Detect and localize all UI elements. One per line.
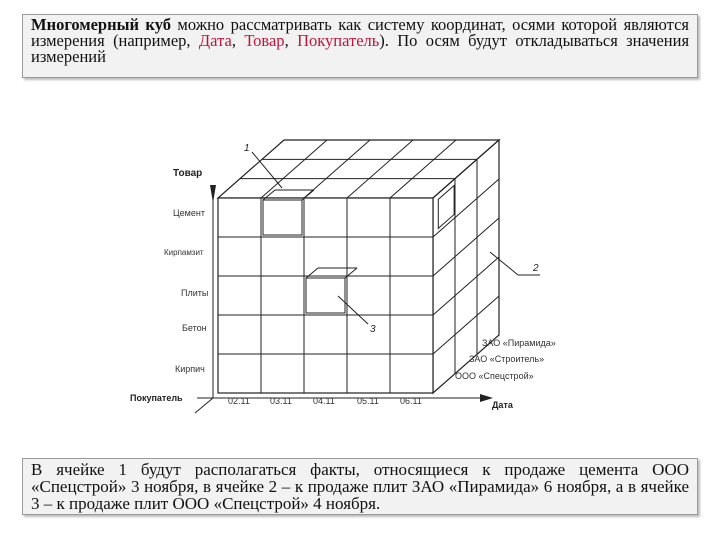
date-label: 02.11: [228, 396, 250, 406]
buyer-label: ООО «Спецстрой»: [455, 371, 534, 381]
date-label: 04.11: [313, 396, 335, 406]
product-label: Бетон: [182, 323, 207, 333]
product-label: Плиты: [181, 288, 209, 298]
product-label: Кирпич: [175, 364, 205, 374]
callout-2: 2: [533, 263, 539, 274]
term-buyer: Покупатель: [297, 31, 380, 50]
explanation-text-box: [22, 458, 698, 515]
axis-buyer-line: [195, 398, 213, 413]
date-label: 06.11: [400, 396, 422, 406]
callout-3: 3: [370, 324, 376, 335]
axis-label-buyer: Покупатель: [130, 393, 183, 403]
axis-label-product: Товар: [173, 168, 203, 179]
term-product: Товар: [244, 31, 285, 50]
term-date: Дата: [198, 31, 232, 50]
intro-sep-1: ,: [231, 31, 245, 50]
buyer-label: ЗАО «Строитель»: [469, 354, 545, 364]
product-label: Кирпамзит: [164, 248, 204, 257]
buyer-label: ЗАО «Пирамида»: [482, 338, 556, 348]
intro-sep-2: ,: [284, 31, 298, 50]
date-label: 05.11: [357, 396, 379, 406]
axis-label-date: Дата: [492, 400, 513, 410]
explanation-text: В ячейке 1 будут располагаться факты, относящиеся к продаже цемента ООО «Спецстрой» 3 ноября, в ячейке 2 – к продаже плит ЗАО «Пирамида» 6 ноября, а в ячейке 3 – к продаже плит ООО «Спецстрой» 4 ноября.: [31, 460, 689, 513]
cell-1: [263, 200, 302, 235]
cell-3: [306, 278, 345, 313]
intro-text-1: можно рассматривать как систему координат, осями которой являются измерения (например,: [31, 15, 689, 50]
intro-bold-term: Многомерный куб: [31, 15, 171, 34]
intro-text-2: ). По осям будут откладываться значения измерений: [31, 31, 690, 66]
product-label: Цемент: [173, 208, 205, 218]
callout-1: 1: [244, 143, 250, 154]
date-label: 03.11: [270, 396, 292, 406]
